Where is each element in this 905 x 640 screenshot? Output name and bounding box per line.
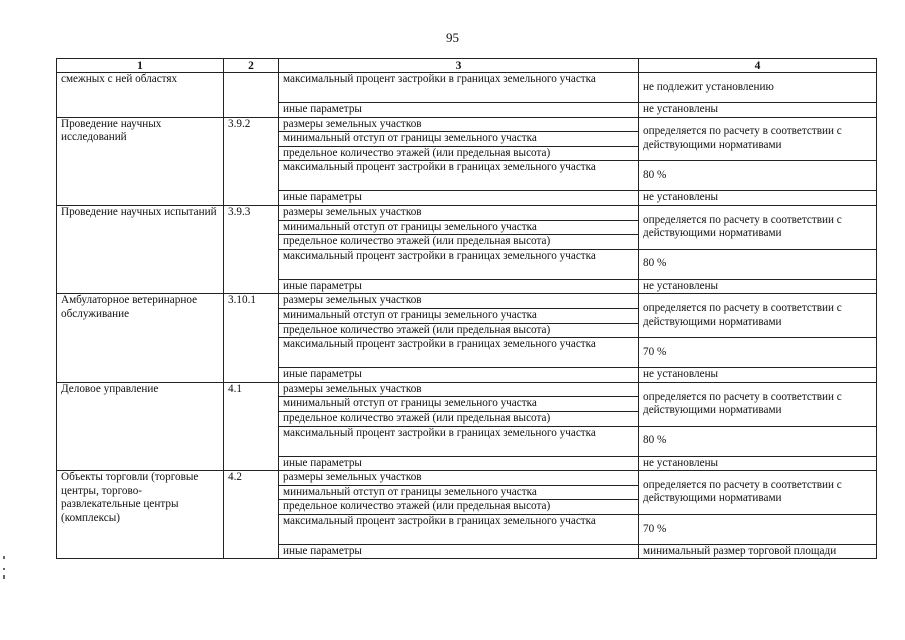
use-type-code: 3.10.1 [224,294,279,382]
parameter-name: иные параметры [279,368,639,383]
parameter-name: размеры земельных участков [279,471,639,486]
table-header-row [57,59,877,73]
parameter-value: определяется по расчету в соответствии с действующими нормативами [639,294,877,338]
parameter-value: не установлены [639,103,877,118]
parameter-name: иные параметры [279,544,639,559]
table-row [57,117,877,132]
use-type-name: Проведение научных испытаний [57,205,224,293]
parameter-name: максимальный процент застройки в границах земельного участка [279,73,639,103]
use-type-code: 3.9.3 [224,205,279,293]
parameter-name: максимальный процент застройки в границах земельного участка [279,514,639,544]
parameter-name: предельное количество этажей (или предельная высота) [279,411,639,426]
parameter-value: определяется по расчету в соответствии с действующими нормативами [639,117,877,161]
parameter-name: иные параметры [279,103,639,118]
parameter-name: максимальный процент застройки в границах земельного участка [279,338,639,368]
parameter-name: размеры земельных участков [279,382,639,397]
header-col-2: 2 [224,59,279,73]
parameter-value: не установлены [639,456,877,471]
parameter-name: иные параметры [279,456,639,471]
parameter-value: 70 % [639,338,877,368]
use-type-name: Деловое управление [57,382,224,470]
use-type-name: Проведение научных исследований [57,117,224,205]
table-row [57,471,877,486]
parameter-value: 80 % [639,426,877,456]
use-type-name: Объекты торговли (торговые центры, торгово-развлекательные центры (комплексы) [57,471,224,559]
parameter-name: предельное количество этажей (или предельная высота) [279,235,639,250]
header-col-4: 4 [639,59,877,73]
parameter-value: не установлены [639,279,877,294]
use-type-code: 4.1 [224,382,279,470]
page-number: 95 [446,30,459,45]
parameter-name: максимальный процент застройки в границах земельного участка [279,249,639,279]
parameter-name: предельное количество этажей (или предельная высота) [279,146,639,161]
parameter-name: минимальный отступ от границы земельного участка [279,308,639,323]
parameter-name: иные параметры [279,191,639,206]
use-type-code [224,73,279,118]
table-row [57,294,877,309]
parameter-name: максимальный процент застройки в границах земельного участка [279,161,639,191]
table-row [57,205,877,220]
use-type-code: 3.9.2 [224,117,279,205]
parameter-name: иные параметры [279,279,639,294]
parameter-value: 80 % [639,249,877,279]
header-col-3: 3 [279,59,639,73]
parameter-value: определяется по расчету в соответствии с действующими нормативами [639,471,877,515]
parameter-value: 80 % [639,161,877,191]
parameter-value: определяется по расчету в соответствии с действующими нормативами [639,205,877,249]
parameter-name: предельное количество этажей (или предельная высота) [279,323,639,338]
parameter-name: максимальный процент застройки в границах земельного участка [279,426,639,456]
parameter-name: минимальный отступ от границы земельного участка [279,485,639,500]
parameter-name: размеры земельных участков [279,117,639,132]
parameter-value: не установлены [639,191,877,206]
header-col-1: 1 [57,59,224,73]
parameter-name: размеры земельных участков [279,294,639,309]
parameter-name: предельное количество этажей (или предельная высота) [279,500,639,515]
scan-margin-mark [3,568,5,570]
use-type-name: смежных с ней областях [57,73,224,118]
scan-margin-mark [3,575,5,579]
scan-margin-mark [3,556,5,559]
use-type-code: 4.2 [224,471,279,559]
parameter-name: минимальный отступ от границы земельного участка [279,220,639,235]
land-use-parameters-table [56,58,877,559]
parameter-name: минимальный отступ от границы земельного участка [279,132,639,147]
table-row [57,382,877,397]
table-row [57,73,877,103]
parameter-value: не подлежит установлению [639,73,877,103]
parameter-name: минимальный отступ от границы земельного участка [279,397,639,412]
parameter-value: определяется по расчету в соответствии с действующими нормативами [639,382,877,426]
parameter-value: 70 % [639,514,877,544]
use-type-name: Амбулаторное ветеринарное обслуживание [57,294,224,382]
parameter-value: минимальный размер торговой площади [639,544,877,559]
parameter-value: не установлены [639,368,877,383]
parameter-name: размеры земельных участков [279,205,639,220]
